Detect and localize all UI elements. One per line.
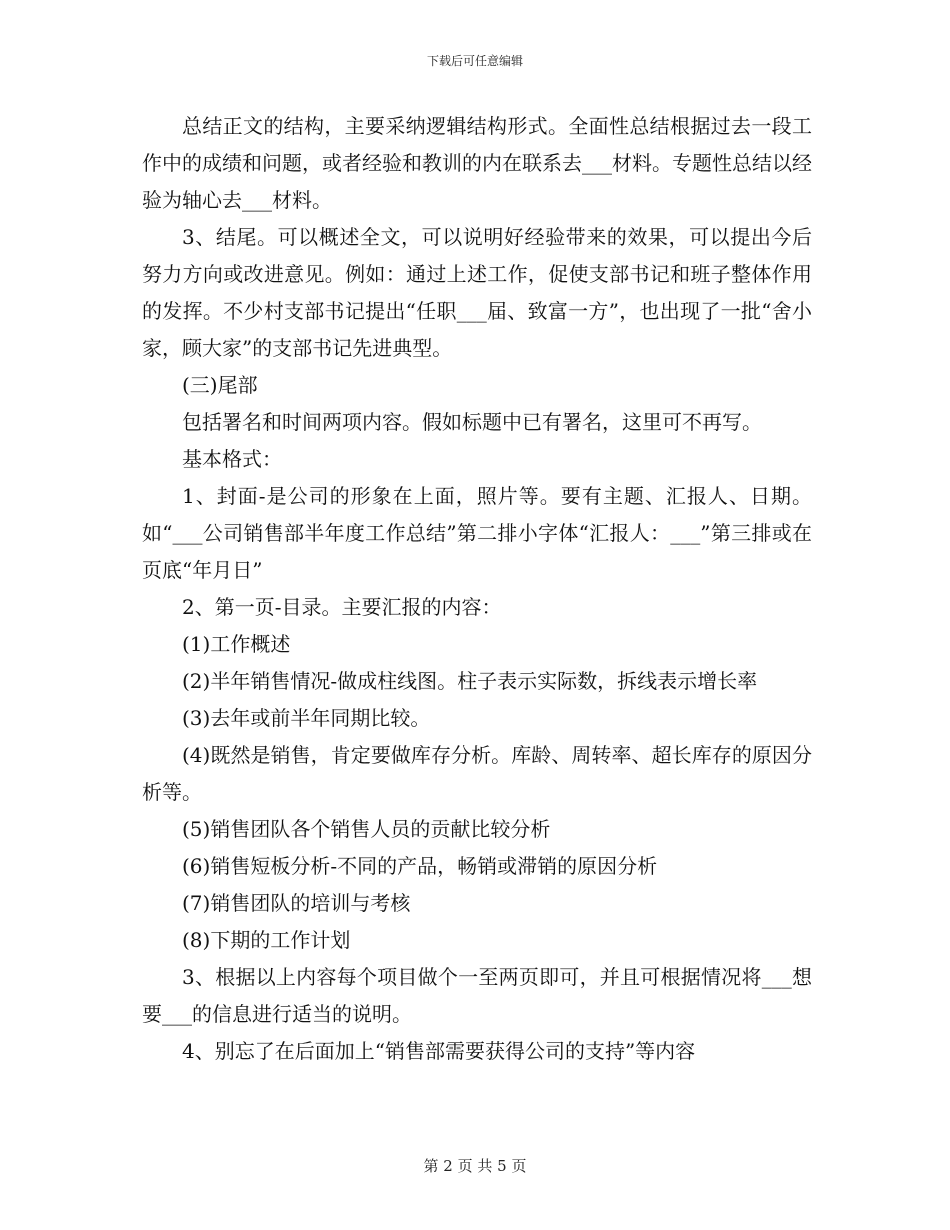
list-item-weakness-analysis: (6)销售短板分析-不同的产品，畅销或滞销的原因分析 (182, 854, 658, 878)
paragraph-basic-format: 基本格式： (182, 447, 282, 471)
list-item-sales-chart: (2)半年销售情况-做成柱线图。柱子表示实际数，拆线表示增长率 (182, 669, 758, 693)
paragraph-company-support: 4、别忘了在后面加上“销售部需要获得公司的支持”等内容 (182, 1039, 696, 1063)
list-item-team-contribution: (5)销售团队各个销售人员的贡献比较分析 (182, 817, 551, 841)
page-number: 第 2 页 共 5 页 (423, 1157, 527, 1175)
list-item-comparison: (3)去年或前半年同期比较。 (182, 706, 431, 730)
list-item-inventory-analysis: (4)既然是销售，肯定要做库存分析。库龄、周转率、超长库存的原因分析等。 (142, 743, 812, 804)
paragraph-ending: 3、结尾。可以概述全文，可以说明好经验带来的效果，可以提出今后努力方向或改进意见。例如：通过上述工作，促使支部书记和班子整体作用的发挥。不少村支部书记提出“任职___届、致富一方”，也出现了一批“舍小家，顾大家”的支部书记先进典型。 (142, 225, 812, 360)
paragraph-contents-page: 2、第一页-目录。主要汇报的内容： (182, 595, 502, 619)
paragraph-signature-date: 包括署名和时间两项内容。假如标题中已有署名，这里可不再写。 (182, 410, 762, 434)
list-item-training: (7)销售团队的培训与考核 (182, 891, 411, 915)
paragraph-body-structure: 总结正文的结构，主要采纳逻辑结构形式。全面性总结根据过去一段工作中的成绩和问题，或者经验和教训的内在联系去___材料。专题性总结以经验为轴心去___材料。 (142, 114, 812, 212)
paragraph-section-tail: (三)尾部 (182, 373, 258, 397)
paragraph-cover: 1、封面-是公司的形象在上面，照片等。要有主题、汇报人、日期。如“___公司销售部半年度工作总结”第二排小字体“汇报人：___”第三排或在页底“年月日” (142, 484, 812, 582)
list-item-next-plan: (8)下期的工作计划 (182, 928, 351, 952)
document-body (142, 108, 812, 1070)
list-item-overview: (1)工作概述 (182, 632, 291, 656)
page-header-note: 下载后可任意编辑 (426, 54, 523, 68)
paragraph-page-count: 3、根据以上内容每个项目做个一至两页即可，并且可根据情况将___想要___的信息进行适当的说明。 (142, 965, 812, 1026)
